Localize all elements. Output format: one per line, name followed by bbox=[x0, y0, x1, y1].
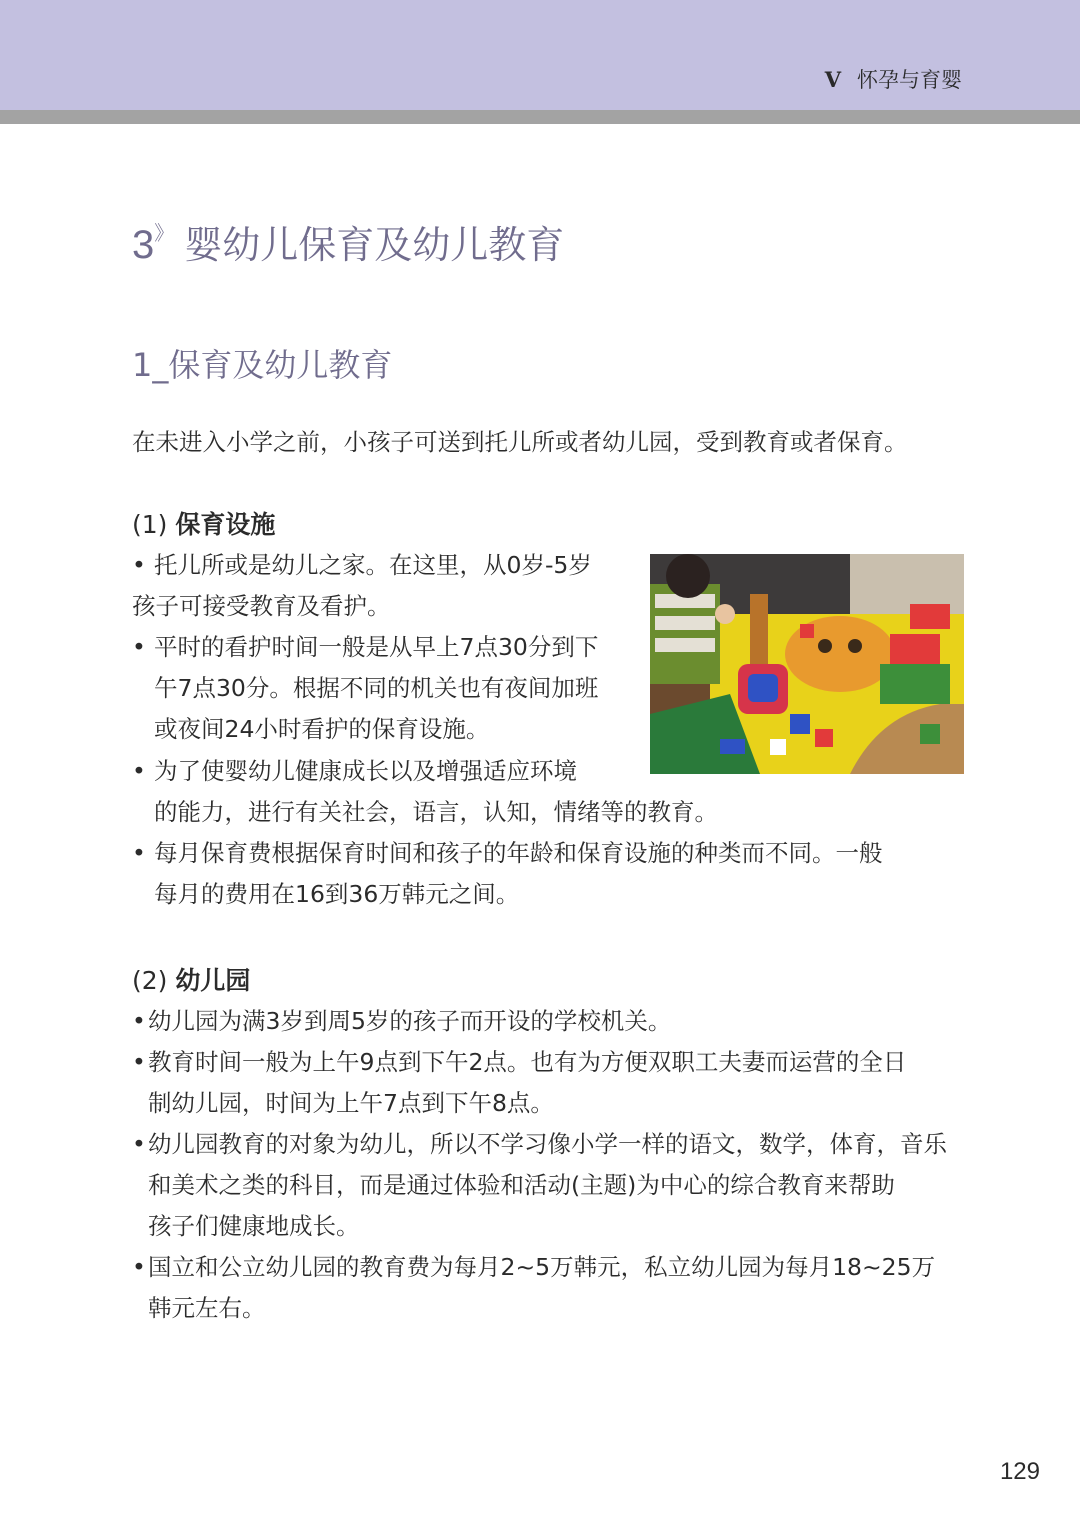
facilities-line-4: 午7点30分。根据不同的机关也有夜间加班 bbox=[154, 674, 599, 702]
facilities-heading bbox=[132, 505, 275, 541]
bullet: • bbox=[132, 551, 146, 579]
page-number: 129 bbox=[999, 1458, 1040, 1485]
kindergarten-line-3: 制幼儿园，时间为上午7点到下午8点。 bbox=[148, 1089, 554, 1117]
kindergarten-heading-text: 幼儿园 bbox=[175, 966, 251, 995]
facilities-line-8: • 每月保育费根据保育时间和孩子的年龄和保育设施的种类而不同。一般 bbox=[132, 839, 883, 867]
bullet: • bbox=[132, 757, 146, 785]
kindergarten-line-7: •国立和公立幼儿园的教育费为每月2~5万韩元，私立幼儿园为每月18~25万 bbox=[132, 1253, 936, 1281]
facilities-line-5: 或夜间24小时看护的保育设施。 bbox=[154, 715, 490, 743]
section-title: 1_保育及幼儿教育 bbox=[132, 346, 393, 384]
bullet: • bbox=[132, 1130, 146, 1158]
running-head bbox=[825, 64, 962, 94]
kindergarten-heading-number: (2) bbox=[132, 966, 168, 995]
facilities-line-9: 每月的费用在16到36万韩元之间。 bbox=[154, 880, 520, 908]
bullet: • bbox=[132, 839, 146, 867]
bullet: • bbox=[132, 1253, 146, 1281]
kindergarten-line-8: 韩元左右。 bbox=[148, 1294, 266, 1322]
kindergarten-line-5: 和美术之类的科目，而是通过体验和活动(主题)为中心的综合教育来帮助 bbox=[148, 1171, 895, 1199]
chapter-mark: 》 bbox=[154, 221, 175, 245]
children-playing-photo bbox=[650, 554, 964, 774]
facilities-heading-number: (1) bbox=[132, 510, 168, 539]
bullet: • bbox=[132, 1007, 146, 1035]
kindergarten-line-4: •幼儿园教育的对象为幼儿，所以不学习像小学一样的语文，数学，体育，音乐 bbox=[132, 1130, 947, 1158]
bullet: • bbox=[132, 633, 146, 661]
kindergarten-line-2: •教育时间一般为上午9点到下午2点。也有为方便双职工夫妻而运营的全日 bbox=[132, 1048, 907, 1076]
kindergarten-line-1: •幼儿园为满3岁到周5岁的孩子而开设的学校机关。 bbox=[132, 1007, 672, 1035]
running-head-roman: V bbox=[824, 67, 841, 92]
facilities-heading-text: 保育设施 bbox=[175, 510, 276, 539]
kindergarten-heading bbox=[132, 961, 250, 997]
kindergarten-line-6: 孩子们健康地成长。 bbox=[148, 1212, 360, 1240]
facilities-line-6: • 为了使婴幼儿健康成长以及增强适应环境 bbox=[132, 757, 577, 785]
intro-paragraph: 在未进入小学之前，小孩子可送到托儿所或者幼儿园，受到教育或者保育。 bbox=[132, 428, 908, 456]
facilities-line-1: • 托儿所或是幼儿之家。在这里，从0岁-5岁 bbox=[132, 551, 592, 579]
running-head-chapter: 怀孕与育婴 bbox=[857, 68, 962, 92]
facilities-line-7: 的能力，进行有关社会，语言，认知，情绪等的教育。 bbox=[154, 798, 718, 826]
bullet: • bbox=[132, 1048, 146, 1076]
chapter-title-text: 婴幼儿保育及幼儿教育 bbox=[184, 223, 565, 267]
facilities-line-3: • 平时的看护时间一般是从早上7点30分到下 bbox=[132, 633, 599, 661]
facilities-line-2: 孩子可接受教育及看护。 bbox=[132, 592, 391, 620]
header-rule bbox=[0, 110, 1080, 124]
chapter-title bbox=[132, 214, 564, 269]
photo-illustration bbox=[650, 554, 964, 774]
chapter-number: 3 bbox=[132, 223, 155, 267]
